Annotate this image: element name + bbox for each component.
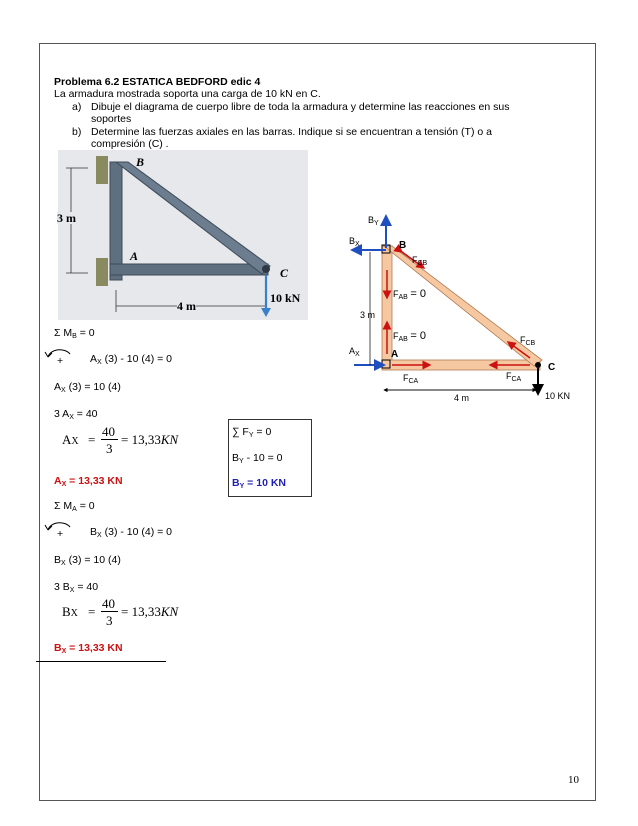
frac1-lhs: AX: [62, 432, 79, 447]
item-b-line1: Determine las fuerzas axiales en las barras. Indique si se encuentran a tensión (T) o a: [91, 126, 492, 138]
fbd-member-bc: [384, 246, 542, 366]
free-body-diagram: [340, 210, 580, 410]
photo-label-a: A: [130, 249, 139, 263]
fbd-label-node-c: C: [548, 362, 556, 373]
member-ac: [110, 264, 268, 275]
frac2-bar: [101, 611, 118, 612]
frac1-num: 40: [102, 424, 115, 439]
frac1-eq: =: [88, 432, 96, 447]
fbd-label-load: 10 KN: [545, 391, 571, 401]
fbd-label-fab-bottom: $F_{AB} = 0$: [393, 330, 426, 343]
member-ab: [110, 162, 122, 280]
eq2b: $B_X$ (3) = 10 (4): [54, 554, 121, 567]
moment-plus-1: +: [57, 355, 64, 367]
fbd-label-fca-right: $F_{CA}$: [506, 371, 522, 383]
sum-moments-b: Σ $M_B = 0$: [54, 327, 95, 340]
wall-support-bottom: [96, 258, 108, 286]
fbd-label-3m: 3 m: [360, 310, 376, 320]
box-line3: $B_Y = 10$ KN: [232, 477, 286, 490]
sum-moments-a: Σ $M_A = 0$: [54, 500, 95, 513]
fbd-label-4m: 4 m: [454, 393, 470, 403]
fbd-node-c: [535, 362, 541, 368]
box-line2: $B_Y - 10 = 0$: [232, 452, 283, 465]
fbd-label-node-a: A: [391, 349, 399, 360]
eq1c: 3 $A_X = 40$: [54, 408, 98, 421]
fbd-label-node-b: B: [399, 240, 407, 251]
item-b-line2: compresión (C) .: [91, 138, 169, 150]
eq1a: $A_X$ (3) - 10 (4) = 0: [90, 353, 173, 366]
frac2-result: = 13,33KN: [121, 604, 179, 619]
frac1-den: 3: [106, 441, 113, 456]
photo-label-c: C: [280, 266, 289, 280]
fbd-label-fca-left: $F_{CA}$: [403, 373, 419, 385]
joint-c: [262, 265, 270, 273]
frac2-num: 40: [102, 596, 115, 611]
photo-dim-height: 3 m: [57, 211, 76, 225]
result-ax: $A_X = 13,33$ KN: [54, 475, 123, 488]
photo-dim-width: 4 m: [177, 299, 196, 313]
item-a-line1: Dibuje el diagrama de cuerpo libre de toda la armadura y determine las reacciones en sus: [91, 101, 510, 113]
moment-plus-2: +: [57, 528, 64, 540]
item-a-line2: soportes: [91, 113, 132, 125]
eq2c: 3 $B_X = 40$: [54, 581, 99, 594]
frac1-bar: [101, 439, 118, 440]
frac2-den: 3: [106, 613, 113, 628]
fbd-label-bx: $B_X$: [349, 236, 360, 248]
box-line1: ∑ $F_Y = 0$: [232, 426, 272, 439]
item-a-marker: a): [72, 101, 82, 113]
photo-load: 10 kN: [270, 291, 301, 305]
frac1-result: = 13,33KN: [121, 432, 179, 447]
fbd-label-ax: $A_X$: [349, 346, 360, 358]
frac2-eq: =: [88, 604, 96, 619]
problem-title: Problema 6.2 ESTATICA BEDFORD edic 4: [54, 76, 261, 88]
fbd-label-fab-top: $F_{AB} = 0$: [393, 288, 426, 301]
section-divider: [36, 661, 166, 662]
wall-support-top: [96, 156, 108, 184]
page-number: 10: [568, 774, 579, 786]
result-bx: $B_X = 13,33$ KN: [54, 642, 123, 655]
fbd-label-by: $B_Y$: [368, 215, 379, 227]
eq1b: $A_X$ (3) = 10 (4): [54, 381, 121, 394]
fbd-label-fcb-right: $F_{CB}$: [520, 335, 536, 347]
frac2-lhs: BX: [62, 604, 78, 619]
eq2a: $B_X$ (3) - 10 (4) = 0: [90, 526, 173, 539]
photo-label-b: B: [136, 155, 145, 169]
problem-statement: La armadura mostrada soporta una carga de 10 kN en C.: [54, 88, 321, 100]
item-b-marker: b): [72, 126, 82, 138]
fbd-label-fcb-top: $F_{CB}$: [412, 255, 428, 267]
